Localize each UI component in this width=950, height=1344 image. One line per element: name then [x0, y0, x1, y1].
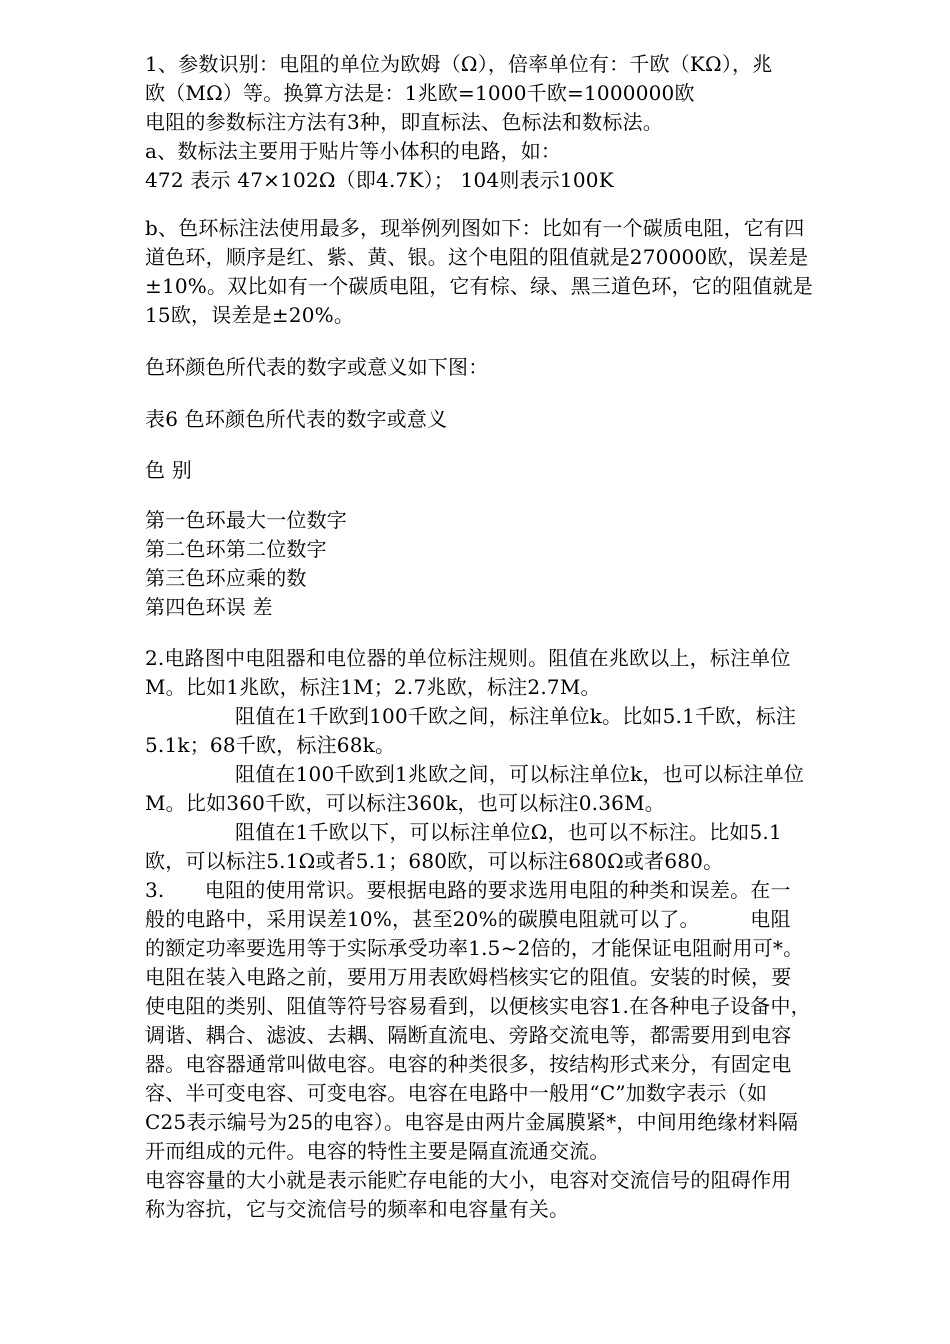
text-line: 欧（MΩ）等。换算方法是：1兆欧=1000千欧=1000000欧 [145, 81, 695, 105]
text-line: 472 表示 47×102Ω（即4.7K）； 104则表示100K [145, 168, 614, 192]
text-line: 2.电路图中电阻器和电位器的单位标注规则。阻值在兆欧以上，标注单位 [145, 646, 791, 670]
text-line: 使电阻的类别、阻值等符号容易看到，以便核实电容1.在各种电子设备中， [145, 994, 811, 1018]
text-line: a、数标法主要用于贴片等小体积的电路，如： [145, 139, 562, 163]
text-line: 电阻的参数标注方法有3种，即直标法、色标法和数标法。 [145, 110, 663, 134]
text-line: 器。电容器通常叫做电容。电容的种类很多，按结构形式来分，有固定电 [145, 1052, 792, 1076]
text-line: 第一色环最大一位数字 [145, 508, 347, 532]
text-line: 电阻在装入电路之前，要用万用表欧姆档核实它的阻值。安装的时候，要 [145, 965, 792, 989]
text-line: 的额定功率要选用等于实际承受功率1.5~2倍的，才能保证电阻耐用可*。 [145, 936, 804, 960]
text-line: 容、半可变电容、可变电容。电容在电路中一般用“C”加数字表示（如 [145, 1081, 768, 1105]
text-line: 5.1k；68千欧，标注68k。 [145, 733, 396, 757]
text-line: 色环颜色所代表的数字或意义如下图： [145, 355, 489, 379]
text-line: 3. 电阻的使用常识。要根据电路的要求选用电阻的种类和误差。在一 [145, 878, 791, 902]
text-line: 15欧，误差是±20%。 [145, 303, 355, 327]
text-line: 色 别 [145, 458, 192, 482]
text-line: 阻值在1千欧以下，可以标注单位Ω，也可以不标注。比如5.1 [235, 820, 782, 844]
text-line: 称为容抗，它与交流信号的频率和电容量有关。 [145, 1197, 570, 1221]
text-line: b、色环标注法使用最多，现举例列图如下：比如有一个碳质电阻，它有四 [145, 216, 805, 240]
text-line: 电容容量的大小就是表示能贮存电能的大小，电容对交流信号的阻碍作用 [145, 1168, 792, 1192]
text-line: 第三色环应乘的数 [145, 566, 307, 590]
text-line: 1、参数识别：电阻的单位为欧姆（Ω），倍率单位有：千欧（KΩ），兆 [145, 52, 773, 76]
text-line: M。比如360千欧，可以标注360k，也可以标注0.36M。 [145, 791, 665, 815]
text-line: M。比如1兆欧，标注1M；2.7兆欧，标注2.7M。 [145, 675, 601, 699]
text-line: 调谐、耦合、滤波、去耦、隔断直流电、旁路交流电等，都需要用到电容 [145, 1023, 792, 1047]
text-line: ±10%。双比如有一个碳质电阻，它有棕、绿、黑三道色环，它的阻值就是 [145, 274, 814, 298]
text-line: 欧，可以标注5.1Ω或者5.1；680欧，可以标注680Ω或者680。 [145, 849, 724, 873]
text-line: 道色环，顺序是红、紫、黄、银。这个电阻的阻值就是270000欧，误差是 [145, 245, 809, 269]
table-caption: 表6 色环颜色所代表的数字或意义 [145, 407, 448, 431]
text-line: 开而组成的元件。电容的特性主要是隔直流通交流。 [145, 1139, 610, 1163]
text-line: 第四色环误 差 [145, 595, 273, 619]
text-line: C25表示编号为25的电容）。电容是由两片金属膜紧*，中间用绝缘材料隔 [145, 1110, 799, 1134]
text-line: 阻值在1千欧到100千欧之间，标注单位k。比如5.1千欧，标注 [235, 704, 797, 728]
text-line: 阻值在100千欧到1兆欧之间，可以标注单位k，也可以标注单位 [235, 762, 805, 786]
text-line: 第二色环第二位数字 [145, 537, 327, 561]
text-line: 般的电路中，采用误差10%，甚至20%的碳膜电阻就可以了。 电阻 [145, 907, 791, 931]
